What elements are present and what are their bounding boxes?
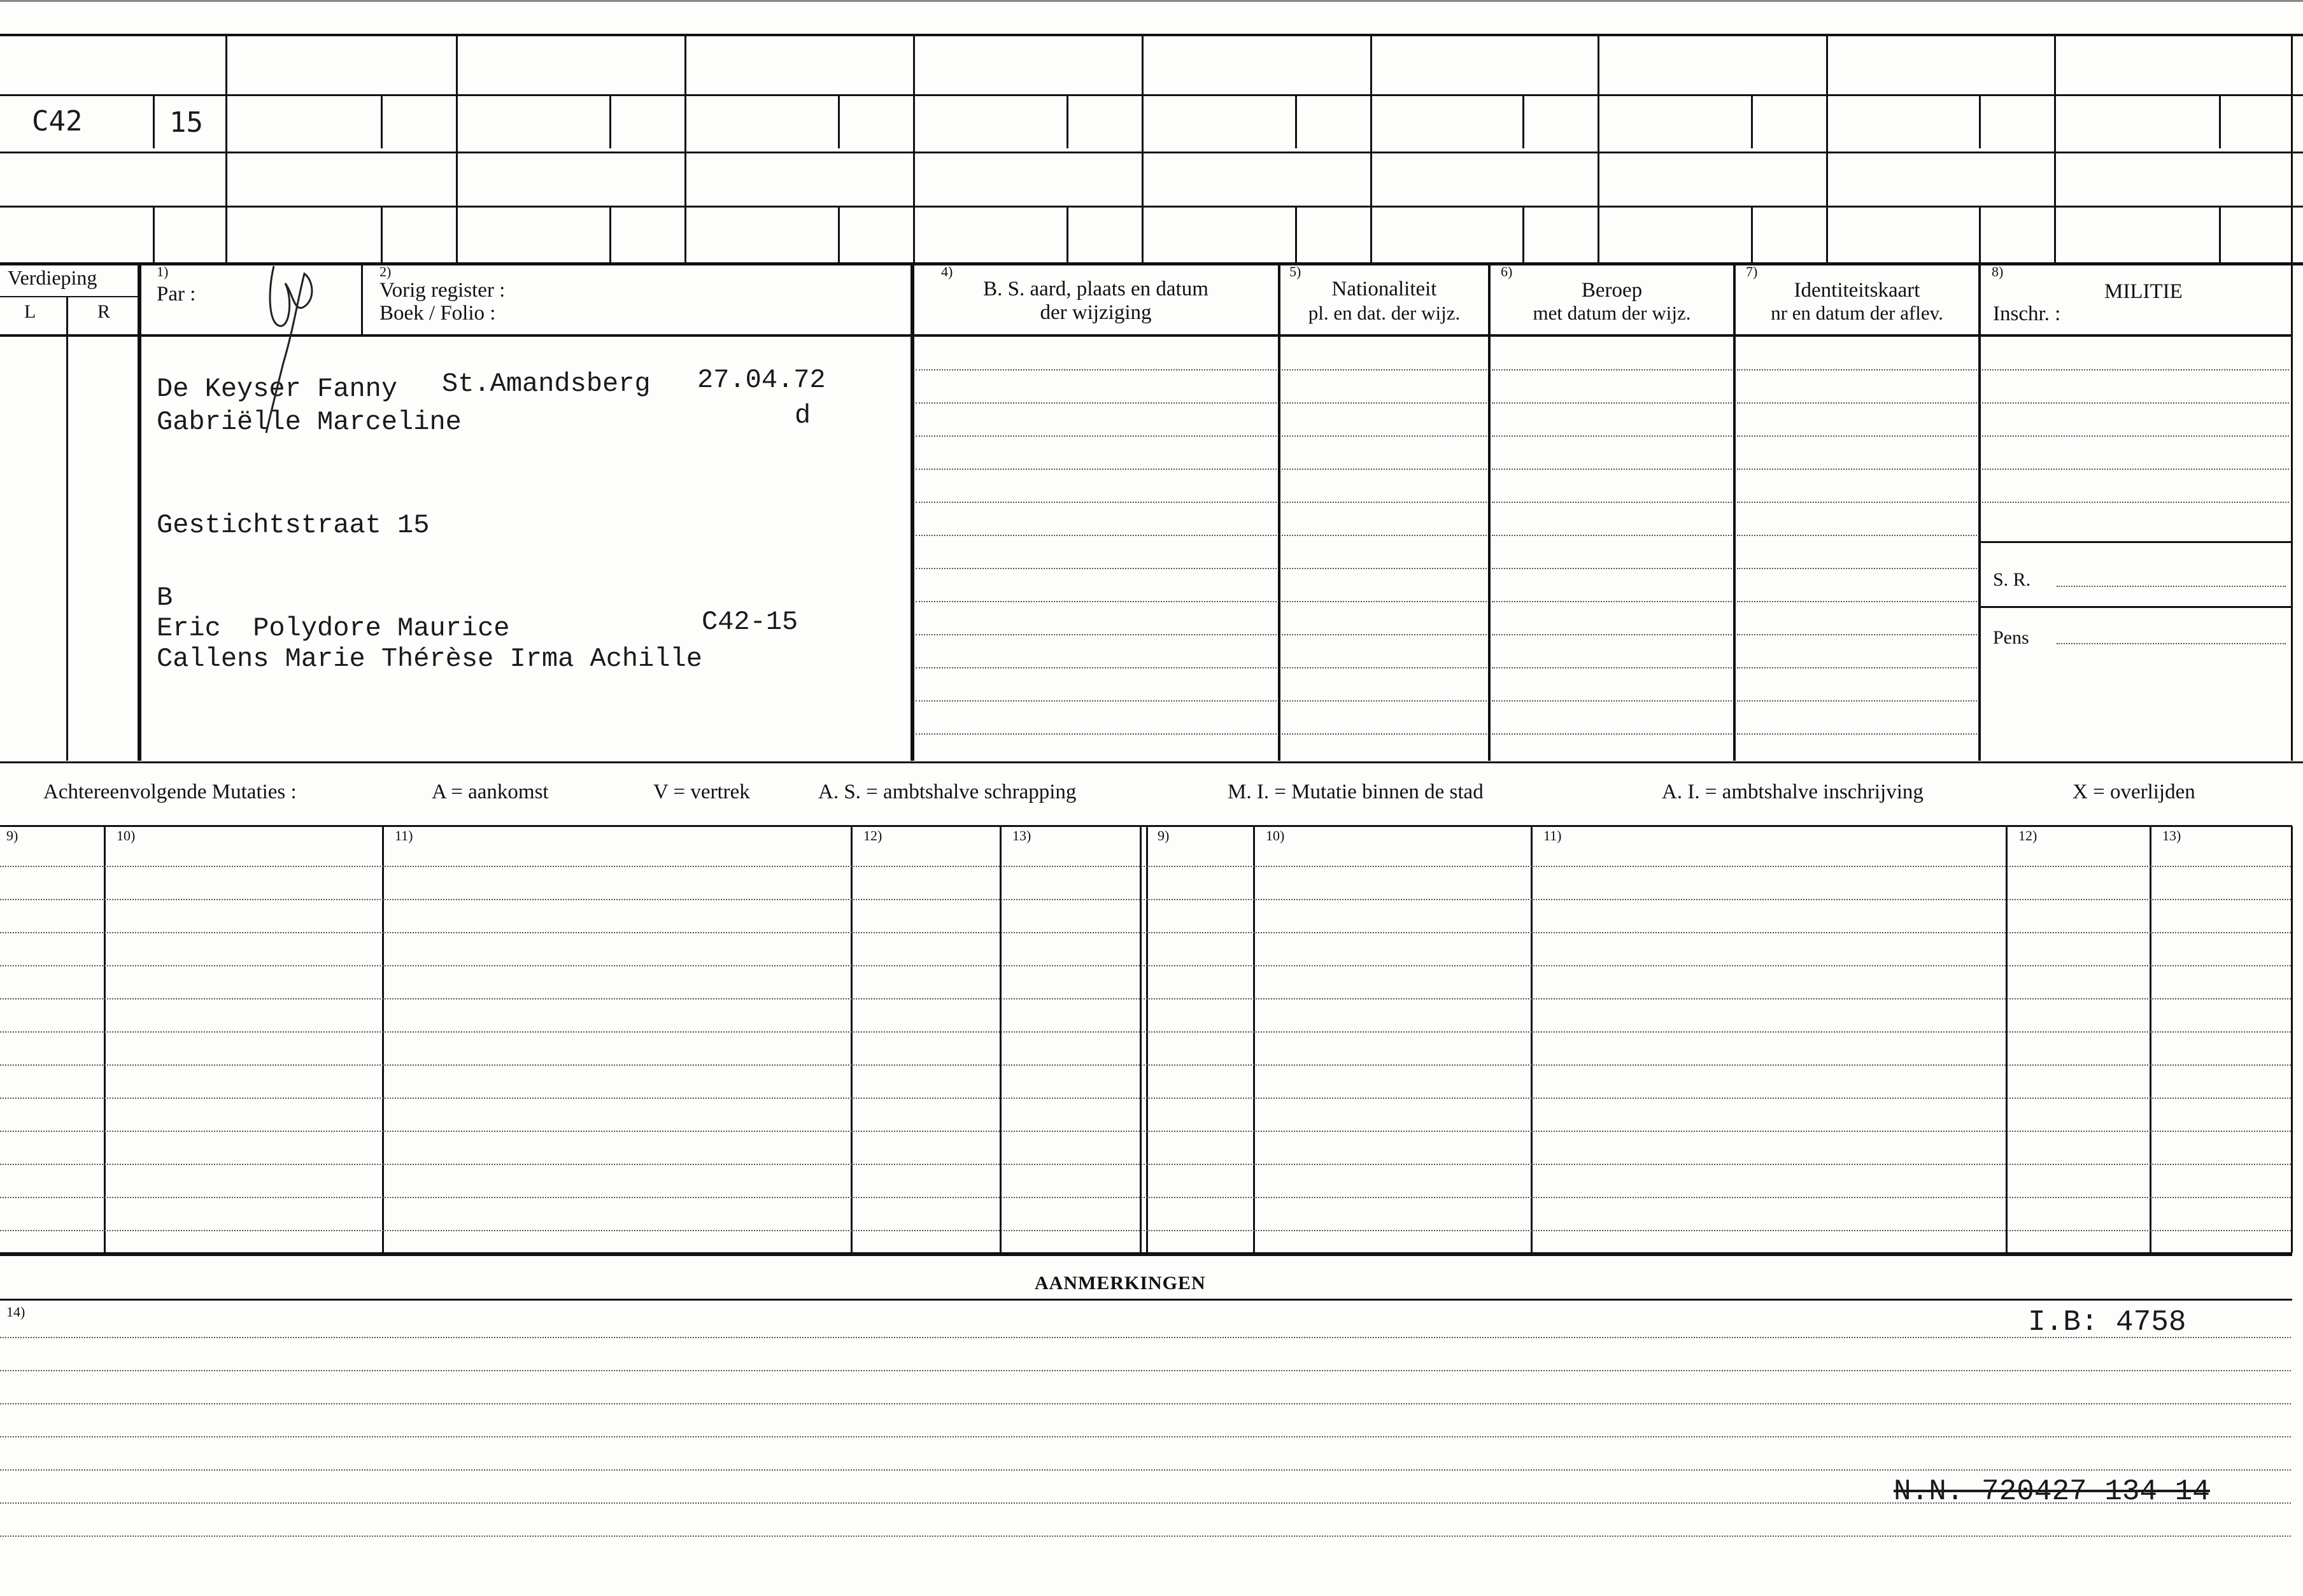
ledger-col-line (225, 35, 227, 264)
mut-col12-right: 12) (2018, 828, 2037, 844)
col7-line2: nr en datum der aflev. (1771, 302, 1943, 324)
legend-ex-officio-removal: A. S. = ambtshalve schrapping (818, 780, 1077, 803)
col2-number: 2) (379, 264, 392, 279)
ruled-line (1492, 469, 1732, 470)
ruled-line (1737, 535, 1977, 536)
mut-col11: 11) (395, 828, 413, 844)
ledger-sub-line (1979, 206, 1981, 263)
militie-divider (1981, 606, 2291, 608)
ruled-line (1737, 601, 1977, 602)
entry-reference: C42-15 (702, 607, 798, 637)
ruled-line (0, 1337, 2291, 1338)
mut-divider (2006, 826, 2008, 1253)
legend-internal-mutation: M. I. = Mutatie binnen de stad (1228, 780, 1484, 803)
ruled-line (916, 634, 1277, 635)
ledger-sub-line (381, 206, 383, 263)
col7-number: 7) (1746, 264, 1758, 279)
col4-divider (911, 264, 914, 761)
entry-spouse-name: Callens Marie Thérèse Irma Achille (157, 644, 702, 674)
col4-line1: B. S. aard, plaats en datum (983, 278, 1208, 300)
ruled-line (0, 1131, 2291, 1132)
mut-divider (382, 826, 384, 1253)
col1-number: 1) (157, 264, 169, 279)
floor-left: L (24, 301, 36, 322)
mut-col13-right: 13) (2162, 828, 2181, 844)
col7-line1: Identiteitskaart (1794, 279, 1920, 302)
mut-col11-right: 11) (1543, 828, 1562, 844)
col5-divider (1278, 264, 1280, 761)
mut-col10: 10) (117, 828, 136, 844)
col5-line2: pl. en dat. der wijz. (1308, 302, 1461, 324)
ruled-line (1282, 634, 1487, 635)
col6-line2: met datum der wijz. (1533, 302, 1691, 324)
col6-line1: Beroep (1581, 279, 1643, 302)
nn-number: N.N. 720427 134 14 (1894, 1475, 2210, 1508)
col5-line1: Nationaliteit (1331, 278, 1437, 300)
ruled-line (1492, 369, 1732, 371)
col6-number: 6) (1501, 264, 1513, 279)
ledger-sub-line (838, 206, 840, 263)
sr-label: S. R. (1993, 569, 2031, 590)
col1-divider (138, 264, 141, 761)
ledger-sub-line (1751, 94, 1753, 148)
entry-b: B (157, 583, 173, 613)
remarks-title: AANMERKINGEN (1035, 1273, 1206, 1294)
entry-birthdate: 27.04.72 (697, 365, 826, 395)
mut-divider (851, 826, 853, 1253)
ruled-line (0, 1536, 2291, 1537)
mut-center-divider (1146, 826, 1148, 1253)
ledger-sub-line (609, 206, 611, 263)
mut-divider (1253, 826, 1255, 1253)
mut-center-divider (1140, 826, 1142, 1253)
ruled-line (916, 469, 1277, 470)
ib-number: I.B: 4758 (2028, 1306, 2186, 1339)
ledger-row-line (0, 152, 2303, 153)
ruled-line (916, 535, 1277, 536)
entry-address: Gestichtstraat 15 (157, 510, 430, 540)
col4-line2: der wijziging (1040, 301, 1152, 324)
ruled-line (1737, 502, 1977, 503)
col8-divider (1978, 264, 1981, 761)
mut-divider (104, 826, 106, 1253)
legend-arrival: A = aankomst (432, 780, 549, 803)
right-edge (2291, 264, 2293, 761)
entry-name: De Keyser Fanny (157, 374, 398, 404)
ruled-line (0, 1031, 2291, 1033)
ledger-top-line (0, 34, 2303, 36)
ruled-line (1737, 667, 1977, 668)
ruled-line (0, 1370, 2291, 1371)
col8-number: 8) (1992, 264, 2004, 279)
ledger-sub-line (1751, 206, 1753, 263)
ledger-sub-line (2219, 206, 2221, 263)
entry-bottom-line (0, 761, 2303, 763)
ruled-line (0, 899, 2291, 900)
top-border (0, 0, 2303, 2)
mut-divider (1531, 826, 1533, 1253)
ruled-line (916, 601, 1277, 602)
ruled-line (1492, 568, 1732, 569)
floor-sub-line (0, 296, 138, 297)
ledger-col-line (2291, 35, 2293, 264)
col2-line1: Vorig register : (379, 279, 506, 302)
ruled-line (1982, 402, 2289, 404)
ruled-line (1737, 568, 1977, 569)
col2-divider (361, 264, 363, 335)
ruled-line (0, 965, 2291, 966)
mut-divider (1000, 826, 1002, 1253)
ruled-line (0, 866, 2291, 867)
col5-number: 5) (1289, 264, 1301, 279)
legend-title: Achtereenvolgende Mutaties : (43, 780, 297, 803)
ruled-line (1492, 700, 1732, 702)
ruled-line (1492, 733, 1732, 735)
ruled-line (1282, 502, 1487, 503)
pens-label: Pens (1993, 627, 2029, 648)
ruled-line (1282, 568, 1487, 569)
entry-spouse-given-names: Eric Polydore Maurice (157, 613, 510, 644)
ruled-line (1282, 402, 1487, 404)
mut-col12: 12) (863, 828, 882, 844)
floor-lr-divider (66, 296, 68, 761)
floor-title: Verdieping (8, 266, 97, 289)
ruled-line (1282, 733, 1487, 735)
ledger-row-line (0, 206, 2303, 208)
ruled-line (1737, 700, 1977, 702)
ruled-line (0, 1164, 2291, 1165)
ruled-line (1492, 435, 1732, 437)
pens-dotted-field (2057, 643, 2286, 644)
ledger-col-line (913, 35, 915, 264)
ruled-line (1282, 469, 1487, 470)
ruled-line (916, 667, 1277, 668)
ledger-sub-line (838, 94, 840, 148)
ledger-sub-line (1522, 206, 1524, 263)
col6-divider (1488, 264, 1491, 761)
ledger-sub-line (1295, 94, 1297, 148)
ruled-line (916, 435, 1277, 437)
ruled-line (1737, 402, 1977, 404)
ruled-line (0, 1064, 2291, 1066)
col2-line2: Boek / Folio : (379, 302, 496, 325)
mutations-bottom-line (0, 1252, 2292, 1256)
right-edge (2291, 826, 2293, 1253)
legend-departure: V = vertrek (653, 780, 750, 803)
ruled-line (0, 932, 2291, 933)
ruled-line (0, 1098, 2291, 1099)
ruled-line (1737, 634, 1977, 635)
ruled-line (916, 733, 1277, 735)
ledger-sub-line (1066, 206, 1068, 263)
ruled-line (0, 998, 2291, 999)
ledger-col-line (456, 35, 458, 264)
ruled-line (1982, 435, 2289, 437)
ledger-sub-line (1979, 94, 1981, 148)
mut-col9-right: 9) (1158, 828, 1170, 844)
ruled-line (0, 1197, 2291, 1198)
ruled-line (1737, 733, 1977, 735)
floor-right: R (97, 301, 111, 322)
ruled-line (0, 1469, 2291, 1471)
ruled-line (1492, 402, 1732, 404)
ruled-line (916, 568, 1277, 569)
entry-mark: d (795, 400, 811, 431)
ruled-line (1282, 435, 1487, 437)
col7-divider (1733, 264, 1736, 761)
ruled-line (1282, 700, 1487, 702)
mut-col10-right: 10) (1266, 828, 1285, 844)
ruled-line (1282, 667, 1487, 668)
legend-death: X = overlijden (2073, 780, 2195, 803)
remarks-number: 14) (6, 1304, 25, 1320)
ruled-line (1492, 667, 1732, 668)
ruled-line (1982, 469, 2289, 470)
ledger-sub-line (381, 94, 383, 148)
ledger-sub-line (153, 206, 155, 263)
ruled-line (1492, 502, 1732, 503)
remarks-line (0, 1299, 2292, 1301)
ledger-col-line (1142, 35, 1144, 264)
ledger-row-line (0, 94, 2303, 96)
handwritten-mark (255, 255, 325, 439)
ruled-line (916, 369, 1277, 371)
ruled-line (916, 700, 1277, 702)
entry-birthplace: St.Amandsberg (442, 369, 651, 399)
ruled-line (1282, 601, 1487, 602)
mut-divider (2150, 826, 2151, 1253)
ledger-sub-line (1522, 94, 1524, 148)
ruled-line (916, 402, 1277, 404)
ruled-line (1282, 369, 1487, 371)
ruled-line (1282, 535, 1487, 536)
ledger-col-line (2054, 35, 2056, 264)
legend-ex-officio-registration: A. I. = ambtshalve inschrijving (1662, 780, 1924, 803)
sr-dotted-field (2057, 586, 2286, 587)
header-bottom-line (0, 334, 2292, 337)
ledger-sub-line (2219, 94, 2221, 148)
entry-given-names: Gabriëlle Marceline (157, 407, 462, 437)
ruled-line (916, 502, 1277, 503)
ruled-line (1492, 535, 1732, 536)
ruled-line (1737, 369, 1977, 371)
ledger-bottom-line (0, 262, 2303, 265)
col4-number: 4) (941, 264, 953, 279)
ruled-line (1982, 502, 2289, 503)
col1-label: Par : (157, 283, 196, 306)
ledger-col-line (684, 35, 686, 264)
ruled-line (1492, 601, 1732, 602)
ledger-sub-line (153, 94, 155, 148)
militie-divider (1981, 541, 2291, 543)
ruled-line (0, 1230, 2291, 1231)
ruled-line (0, 1436, 2291, 1437)
militie-inschr-label: Inschr. : (1993, 302, 2061, 325)
ledger-col-line (1598, 35, 1599, 264)
ruled-line (1982, 369, 2289, 371)
ledger-sub-line (609, 94, 611, 148)
mut-col13: 13) (1012, 828, 1031, 844)
ledger-page-code: 15 (169, 106, 203, 139)
ruled-line (0, 1403, 2291, 1404)
militie-title: MILITIE (2104, 280, 2183, 303)
ruled-line (1737, 469, 1977, 470)
mut-col9: 9) (6, 828, 18, 844)
ruled-line (1492, 634, 1732, 635)
ledger-sub-line (1295, 206, 1297, 263)
ledger-col-line (1370, 35, 1372, 264)
ledger-sub-line (1066, 94, 1068, 148)
ruled-line (1737, 435, 1977, 437)
ledger-left-code: C42 (32, 105, 83, 138)
ledger-col-line (1826, 35, 1828, 264)
